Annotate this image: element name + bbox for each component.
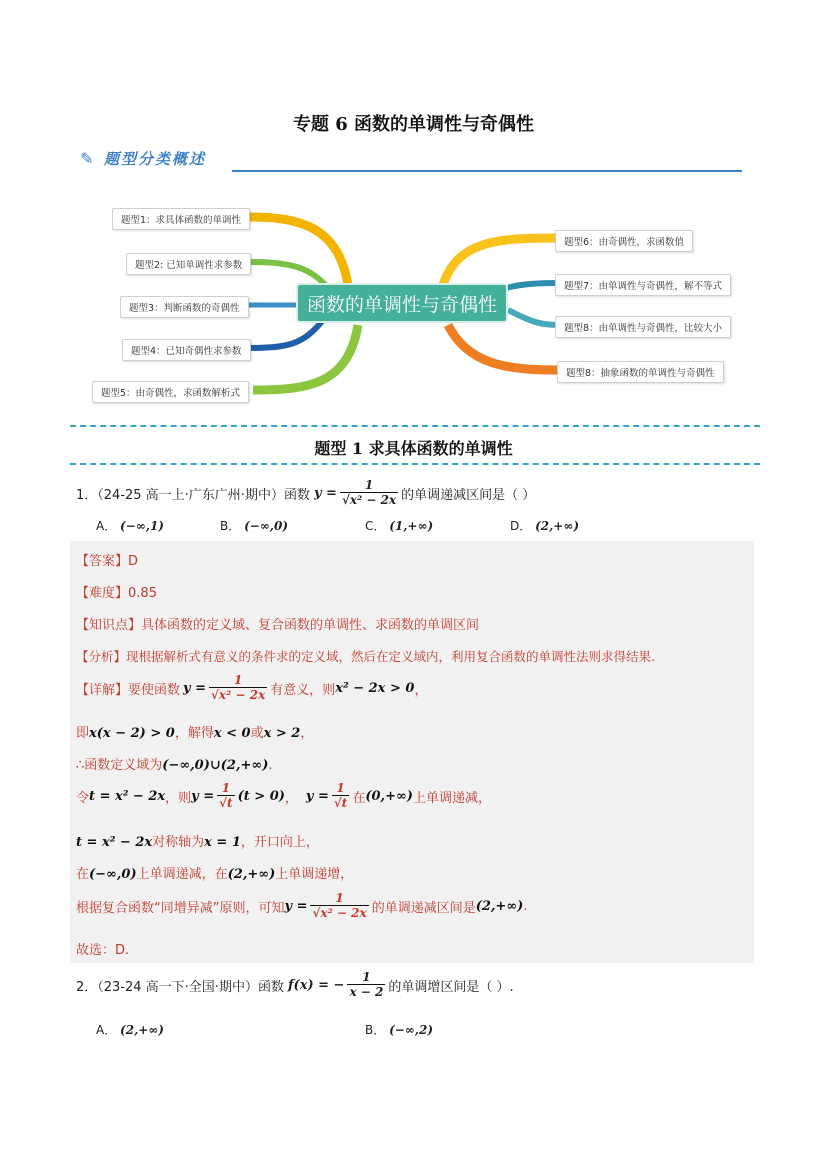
heading-underline [232,170,742,172]
mind-map-node: 题型5：由奇偶性，求函数解析式 [92,381,249,403]
detail-line-5: t = x² − 2x对称轴为x = 1，开口向上， [76,835,319,850]
mind-map-node: 题型8：抽象函数的单调性与奇偶性 [557,361,724,383]
knowledge-line: 【知识点】具体函数的定义域、复合函数的单调性、求函数的单调区间 [76,618,480,633]
option-label: A． [96,519,117,533]
pencil-icon: ✎ [80,148,94,168]
option-value: (2,+∞) [120,1023,164,1037]
question-1-suffix: 的单调递减区间是（ ） [401,487,536,503]
mind-map-node: 题型7：由单调性与奇偶性，解不等式 [555,274,731,296]
mind-map-node: 题型6：由奇偶性，求函数值 [555,230,693,252]
analysis-line: 【分析】现根据解析式有意义的条件求的定义域，然后在定义域内，利用复合函数的单调性法则求得结果. [76,649,655,664]
mind-map-node: 题型3：判断函数的奇偶性 [120,296,249,318]
detail-line-7: 根据复合函数“同增异减”原则，可知 y = $\frac{1}{\text{√x² − 2x}}$ 的单调递减区间是 (2,+∞) . [76,891,528,920]
question-2-fraction [347,970,385,1000]
mind-map-node: 题型4：已知奇偶性求参数 [122,339,251,361]
fraction-numerator: 1 [364,478,374,492]
q2-option-a[interactable] [96,1021,164,1038]
page-title: 专题 6 函数的单调性与奇偶性 [292,114,535,135]
option-value: (2,+∞) [535,519,580,533]
detail-line-3: ∴函数定义域为(−∞,0)∪(2,+∞). [76,758,273,773]
dashed-divider [70,463,760,465]
option-c[interactable] [365,517,433,534]
difficulty-line: 【难度】0.85 [76,586,157,601]
dashed-divider [70,425,760,427]
detail-line-2: 即x(x − 2) > 0，解得x < 0或x > 2， [76,726,314,741]
question-2 [76,970,514,1000]
question-1-fraction [340,478,398,508]
option-a[interactable] [96,517,164,534]
section-subtitle: 题型 1 求具体函数的单调性 [314,439,513,458]
detail-line-1: 【详解】 要使函数 y = $\frac{1}{\text{√x² − 2x}}$ 有意义，则 x² − 2x > 0 ， [76,673,428,702]
mind-map [88,195,748,410]
option-label: D． [510,519,532,533]
question-2-prefix: 2．（23-24 高一下·全国·期中）函数 [76,979,284,995]
mind-map-node: 题型1：求具体函数的单调性 [112,208,250,230]
option-b[interactable] [220,517,288,534]
option-value: (1,+∞) [389,519,434,533]
question-1 [76,478,535,508]
choose-line: 故选：D. [76,943,130,958]
fraction-numerator: 1 [362,970,371,984]
question-1-y: y = [313,485,337,501]
overview-heading-label: 题型分类概述 [104,150,207,168]
overview-heading [80,148,206,169]
fraction-denominator: √x² − 2x [341,493,397,507]
solution-box [70,541,754,963]
option-value: (−∞,0) [244,519,288,533]
detail-line-4: 令 t = x² − 2x ，则 y = $\frac{1}{√t}$ (t > 0) ， y = $\frac{1}{√t}$ 在 (0,+∞) 上单调递减， [76,781,491,810]
option-d[interactable] [510,517,579,534]
question-1-prefix: 1．（24-25 高一上·广东广州·期中）函数 [76,487,310,503]
option-value: (−∞,2) [389,1023,433,1037]
question-2-fx: f(x) = − [287,977,345,993]
fraction-denominator: x − 2 [349,985,384,999]
option-label: A． [96,1023,117,1037]
option-label: C． [365,519,386,533]
mind-map-node: 题型8：由单调性与奇偶性，比较大小 [555,316,731,338]
option-label: B． [220,519,241,533]
detail-line-6: 在(−∞,0)上单调递减，在(2,+∞)上单调递增， [76,867,354,882]
detail-fraction: $\frac{1}{\text{√x² − 2x}}$ [211,673,266,702]
mind-map-node: 题型2: 已知单调性求参数 [126,253,251,275]
option-label: B． [365,1023,386,1037]
option-value: (−∞,1) [120,519,164,533]
question-2-suffix: 的单调增区间是（ ）. [388,979,514,995]
q2-option-b[interactable] [365,1021,433,1038]
mind-map-center: 函数的单调性与奇偶性 [296,283,508,323]
answer-line: 【答案】D [76,554,139,569]
